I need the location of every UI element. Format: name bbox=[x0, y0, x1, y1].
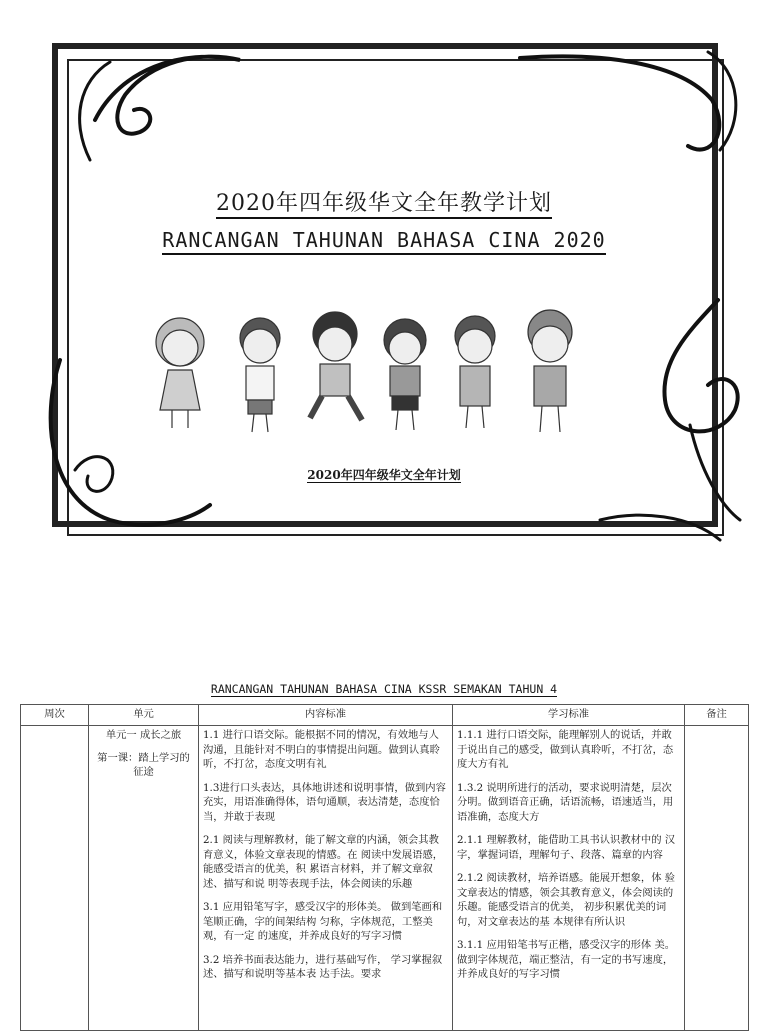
content-standard-item: 2.1 阅读与理解教材，能了解文章的内涵，领会其教育意义，体验文章表现的情感。在 阅读中发展语感，能感受语言的优美，积 累语言材料，并了解文章叙述、描写和说 明等表现手法，体会阅读的乐趣 bbox=[203, 834, 444, 890]
learning-standard-cell bbox=[453, 726, 685, 1031]
learning-standard-item: 1.3.2 说明所进行的活动，要求说明清楚，层次分明。做到语音正确，话语流畅，语速适当，用语准确，态度大方 bbox=[457, 781, 674, 823]
table-header-row bbox=[21, 705, 749, 726]
header-learning-standard: 学习标准 bbox=[453, 705, 685, 726]
lesson-name: 第一课：踏上学习的征途 bbox=[97, 751, 190, 778]
learning-standard-item: 2.1.1 理解教材，能借助工具书认识教材中的 汉字，掌握词语，理解句子、段落、篇章的内容 bbox=[457, 834, 676, 861]
content-standard-item: 3.2 培养书面表达能力，进行基础写作， 学习掌握叙述、描写和说明等基本表 达手法。要求 bbox=[203, 953, 443, 980]
table-row bbox=[21, 726, 749, 1031]
cover-title-chinese: 2020年四年级华文全年教学计划 bbox=[0, 186, 768, 217]
header-unit: 单元 bbox=[89, 705, 199, 726]
remarks-cell bbox=[685, 726, 749, 1031]
cover-title-english: RANCANGAN TAHUNAN BAHASA CINA 2020 bbox=[0, 228, 768, 252]
learning-standard-item: 2.1.2 阅读教材，培养语感。能展开想象，体 验文章表达的情感，领会其教育意义，体会阅读的乐趣。能感受语言的优美， 初步积累优美的词句，对文章表达的基 本规律有所认识 bbox=[457, 872, 676, 928]
header-remarks: 备注 bbox=[685, 705, 749, 726]
content-standard-item: 1.1 进行口语交际。能根据不同的情况，有效地与人沟通，且能针对不明白的事情提出问题。做到认真聆听，不打岔，态度文明有礼 bbox=[203, 729, 440, 770]
unit-cell bbox=[89, 726, 199, 1031]
content-standard-item: 3.1 应用铅笔写字，感受汉字的形体美。 做到笔画和笔顺正确，字的间架结构 匀称，字体规范，工整美观，有一定 的速度，并养成良好的写字习惯 bbox=[203, 901, 443, 942]
content-standard-cell bbox=[199, 726, 453, 1031]
table-title: RANCANGAN TAHUNAN BAHASA CINA KSSR SEMAKAN TAHUN 4 bbox=[210, 682, 558, 696]
week-cell bbox=[21, 726, 89, 1031]
cover-subtitle: 2020年四年级华文全年计划 bbox=[307, 468, 461, 482]
content-standard-item: 1.3进行口头表达，具体地讲述和说明事情，做到内容充实，用语准确得体，语句通顺，表达清楚，态度恰当，并敢于表现 bbox=[203, 781, 446, 823]
unit-name: 单元一 成长之旅 bbox=[105, 729, 182, 741]
children-illustration bbox=[140, 300, 600, 440]
header-content-standard: 内容标准 bbox=[199, 705, 453, 726]
learning-standard-item: 3.1.1 应用铅笔书写正楷，感受汉字的形体 美。做到字体规范，端正整洁，有一定的书写速度，并养成良好的写字习惯 bbox=[457, 939, 676, 980]
header-week: 周次 bbox=[21, 705, 89, 726]
learning-standard-item: 1.1.1 进行口语交际，能理解别人的说话，并敢 于说出自己的感受，做到认真聆听，不打岔，态度大方有礼 bbox=[457, 729, 674, 770]
yearly-plan-table bbox=[20, 704, 749, 1031]
